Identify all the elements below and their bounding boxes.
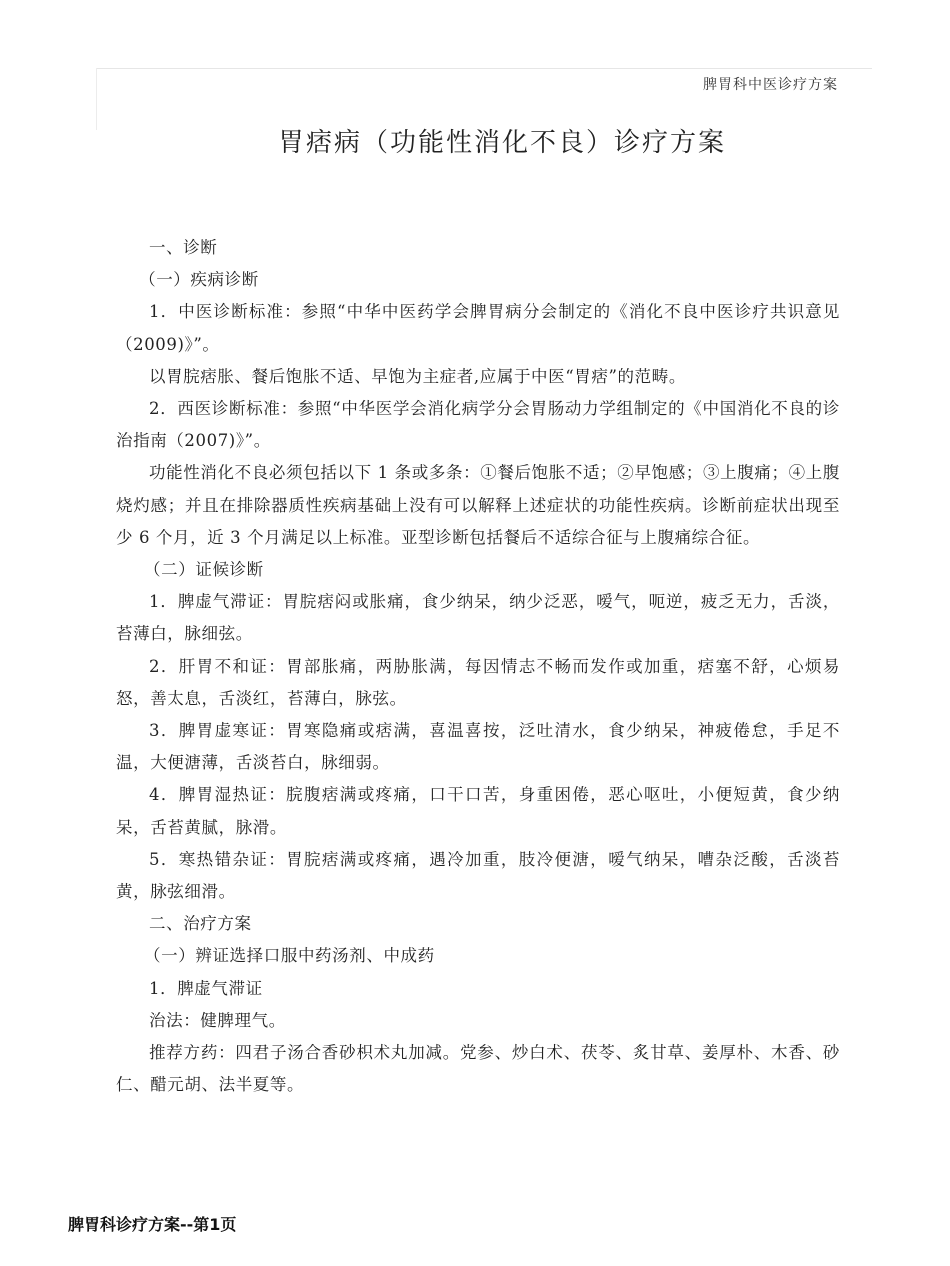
subsection-heading-oral-medicine: （一）辨证选择口服中药汤剂、中成药 <box>144 946 435 966</box>
paragraph-syndrome-4: 4．脾胃湿热证：脘腹痞满或疼痛，口干口苦，身重困倦，恶心呕吐，小便短黄，食少纳呆，舌苔黄腻，脉滑。 <box>116 785 840 837</box>
section-heading-diagnosis: 一、诊断 <box>149 238 218 257</box>
section-heading-treatment: 二、治疗方案 <box>149 914 252 934</box>
running-header: 脾胃科中医诊疗方案 <box>703 77 838 93</box>
paragraph-syndrome-5: 5．寒热错杂证：胃脘痞满或疼痛，遇冷加重，肢冷便溏，嗳气纳呆，嘈杂泛酸，舌淡苔黄，脉弦细滑。 <box>116 849 840 902</box>
paragraph-western-criteria: 2．西医诊断标准：参照“中华医学会消化病学分会胃肠动力学组制定的《中国消化不良的诊治指南（2007)》”。 <box>116 399 840 451</box>
paragraph-syndrome-2: 2．肝胃不和证：胃部胀痛，两胁胀满，每因情志不畅而发作或加重，痞塞不舒，心烦易怒，善太息，舌淡红，苔薄白，脉弦。 <box>116 656 840 708</box>
treatment-item-heading-1: 1．脾虚气滞证 <box>149 978 263 998</box>
header-corner-mark <box>96 68 97 130</box>
paragraph-tcm-criteria: 1．中医诊断标准：参照“中华中医药学会脾胃病分会制定的《消化不良中医诊疗共识意见（2009)》”。 <box>116 302 840 354</box>
document-title: 胃痞病（功能性消化不良）诊疗方案 <box>277 128 726 158</box>
paragraph-tcm-scope: 以胃脘痞胀、餐后饱胀不适、早饱为主症者,应属于中医“胃痞”的范畴。 <box>149 366 686 386</box>
paragraph-syndrome-1: 1．脾虚气滞证：胃脘痞闷或胀痛，食少纳呆，纳少泛恶，嗳气，呃逆，疲乏无力，舌淡，苔薄白，脉细弦。 <box>116 592 840 644</box>
subsection-heading-syndrome-diagnosis: （二）证候诊断 <box>144 560 264 580</box>
paragraph-syndrome-3: 3．脾胃虚寒证：胃寒隐痛或痞满，喜温喜按，泛吐清水，食少纳呆，神疲倦怠，手足不温，大便溏薄，舌淡苔白，脉细弱。 <box>116 721 840 773</box>
header-rule <box>96 68 872 69</box>
paragraph-fd-definition: 功能性消化不良必须包括以下 1 条或多条：①餐后饱胀不适；②早饱感；③上腹痛；④上腹烧灼感；并且在排除器质性疾病基础上没有可以解释上述症状的功能性疾病。诊断前症状出现至少 6 个月，近 3 个月满足以上标准。亚型诊断包括餐后不适综合征与上腹痛综合征。 <box>116 463 840 547</box>
page-footer-label: 脾胃科诊疗方案--第1页 <box>68 1215 237 1234</box>
document-body <box>116 232 840 1101</box>
subsection-heading-disease-diagnosis: （一）疾病诊断 <box>139 270 259 290</box>
paragraph-recommended-formula: 推荐方药：四君子汤合香砂枳术丸加减。党参、炒白术、茯苓、炙甘草、姜厚朴、木香、砂仁、醋元胡、法半夏等。 <box>116 1043 840 1095</box>
paragraph-treatment-method: 治法：健脾理气。 <box>149 1010 286 1030</box>
